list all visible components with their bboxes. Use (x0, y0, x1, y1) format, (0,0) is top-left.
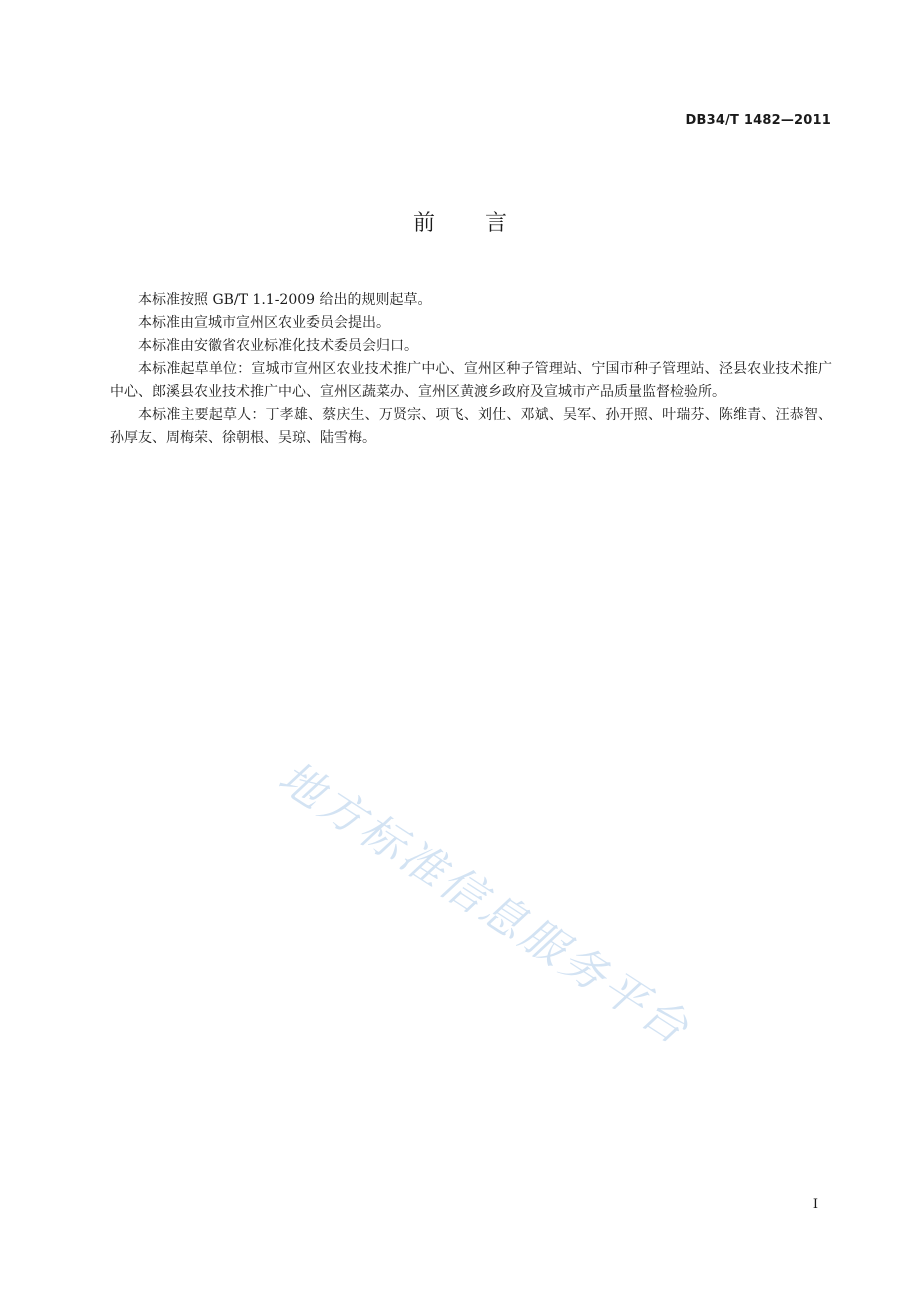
standard-code: DB34/T 1482—2011 (685, 113, 831, 128)
page-number: I (812, 1197, 818, 1212)
watermark: 地方标准信息服务平台 (269, 751, 700, 1056)
paragraph-proposer: 本标准由宣城市宣州区农业委员会提出。 (138, 315, 390, 331)
page-title: 前言 (412, 211, 557, 236)
paragraph-drafting-rules: 本标准按照 GB/T 1.1-2009 给出的规则起草。 (138, 292, 432, 308)
paragraph-administrator: 本标准由安徽省农业标准化技术委员会归口。 (138, 338, 418, 354)
foreword-body (110, 289, 832, 450)
paragraph-drafting-units: 本标准起草单位：宣城市宣州区农业技术推广中心、宣州区种子管理站、宁国市种子管理站、泾县农业技术推广中心、郎溪县农业技术推广中心、宣州区蔬菜办、宣州区黄渡乡政府及宣城市产品质量监督检验所。 (110, 361, 832, 400)
paragraph-drafters: 本标准主要起草人：丁孝雄、蔡庆生、万贤宗、项飞、刘仕、邓斌、吴军、孙开照、叶瑞芬、陈维青、汪恭智、孙厚友、周梅荣、徐朝根、吴琼、陆雪梅。 (110, 407, 832, 446)
